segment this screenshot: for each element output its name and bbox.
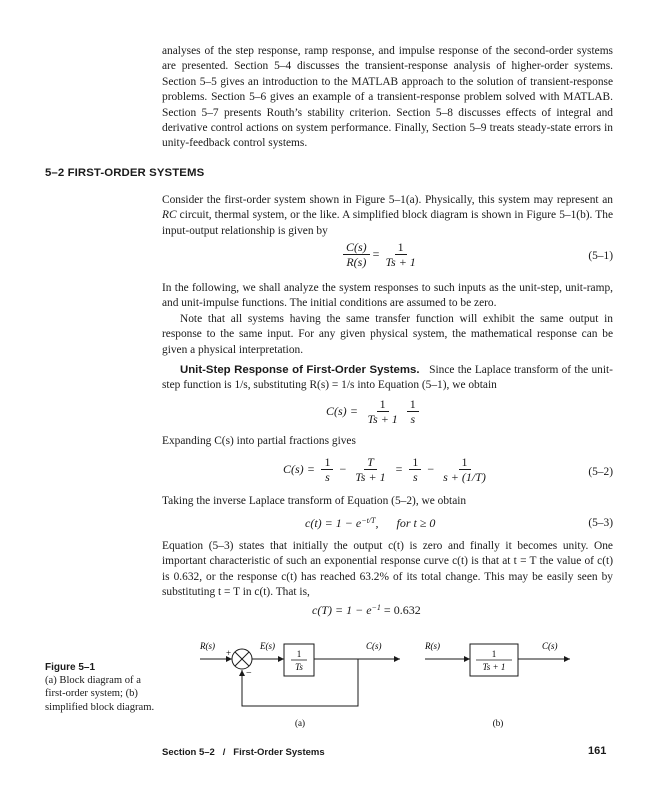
eq4-tail: = 0.632 — [380, 603, 421, 617]
eq2-c-num: 1 — [409, 455, 421, 470]
section-heading: 5–2 FIRST-ORDER SYSTEMS — [45, 167, 205, 179]
eq2-b-num: T — [364, 455, 377, 470]
paragraph-6 — [162, 494, 613, 509]
block-diagrams — [180, 636, 620, 736]
page-number: 161 — [588, 745, 607, 757]
diagram-b — [424, 641, 570, 728]
eq2-d-den: s + (1/T) — [443, 470, 486, 484]
para1-rc: RC — [162, 209, 177, 222]
diag-a-input-label: R(s) — [200, 641, 215, 651]
diag-a-error-label: E(s) — [260, 641, 275, 651]
figure-caption — [45, 661, 155, 714]
eq2-equals: = — [307, 462, 315, 476]
eq2-b-den: Ts + 1 — [355, 470, 386, 484]
para5: Expanding C(s) into partial fractions gives — [162, 435, 356, 447]
diag-b-output-label: C(s) — [542, 641, 558, 651]
paragraph-1 — [162, 193, 613, 239]
eq2-d-num: 1 — [459, 455, 471, 470]
eq2-c-den: s — [413, 470, 418, 484]
diag-a-label: (a) — [295, 718, 305, 728]
eq3-cond: , for t ≥ 0 — [375, 516, 436, 530]
eq4-text: c(T) = 1 − e — [312, 603, 372, 617]
diag-b-input-label: R(s) — [425, 641, 440, 651]
footer-section: Section 5–2 / First-Order Systems — [162, 747, 325, 758]
eqcs-f1-den: Ts + 1 — [367, 412, 398, 426]
eqcs-f2-num: 1 — [407, 397, 419, 412]
paragraph-5 — [162, 434, 613, 449]
diag-a-minus-sign: − — [246, 668, 252, 679]
para1-a: Consider the first-order system shown in Figure 5–1(a). Physically, this system may represent an — [162, 194, 613, 206]
diag-b-block-den: Ts + 1 — [482, 662, 506, 672]
diag-a-plus-sign: + — [226, 648, 232, 658]
eq2-lhs: C(s) — [283, 462, 304, 476]
eq2-a-den: s — [325, 470, 330, 484]
para2: In the following, we shall analyze the system responses to such inputs as the unit-step, unit-ramp, and unit-impulse functions. The initial conditions are assumed to be zero. — [162, 282, 613, 310]
para1-b: circuit, thermal system, or the like. A simplified block diagram is shown in Figure 5–1(b). The input-output relationship is given by — [162, 209, 613, 237]
diag-a-block-den: Ts — [295, 662, 303, 672]
eq2-equals2: = — [395, 462, 403, 476]
caption-text: (a) Block diagram of a first-order system; (b) simplified block diagram. — [45, 675, 155, 713]
diagram-a — [199, 641, 400, 728]
equation-ct — [312, 603, 421, 618]
para4: Since the Laplace transform of the unit-step function is 1/s, substituting R(s) = 1/s into Equation (5–1), we obtain — [162, 364, 613, 392]
subsection-heading: Unit-Step Response of First-Order Systems. — [180, 364, 420, 376]
paragraph-2-3 — [162, 281, 613, 358]
paragraph-4 — [162, 363, 613, 394]
caption-title: Figure 5–1 — [45, 662, 96, 673]
eq1-lhs-num: C(s) — [343, 240, 370, 255]
eq1-number: (5–1) — [588, 250, 613, 262]
eq1-rhs-num: 1 — [395, 240, 407, 255]
eqcs-f2-den: s — [410, 412, 416, 426]
paragraph-7 — [162, 539, 613, 601]
eq3-exp: −t/T — [361, 516, 376, 525]
equation-5-2 — [283, 455, 492, 484]
eq2-minus: − — [339, 462, 347, 476]
diag-b-label: (b) — [492, 718, 504, 728]
intro-text: analyses of the step response, ramp response, and impulse response of the second-order systems are presented. Section 5–4 discusses the transient-response analysis of higher-order systems. Section 5–5 gives an introduction to the MATLAB approach to the solution of transient-response problems. Section 5–6 gives an example of a transient-response problem solved with MATLAB. Section 5–7 presents Routh’s stability criterion. Section 5–8 discusses effects of integral and derivative control actions on system performance. Finally, Section 5–9 treats steady-state errors in unity-feedback control systems. — [162, 45, 613, 150]
eqcs-equals: = — [350, 404, 358, 418]
eq3-text: c(t) = 1 − e — [305, 516, 362, 530]
equation-5-1 — [340, 240, 422, 269]
intro-paragraph — [162, 44, 613, 152]
eqcs-f1-num: 1 — [377, 397, 389, 412]
eq2-minus2: − — [427, 462, 435, 476]
para7: Equation (5–3) states that initially the output c(t) is zero and finally it becomes unity. One important characteristic of such an exponential response curve c(t) is that at t = T the value of c(t) is 0.632, or the response c(t) has reached 63.2% of its total change. This may be easily seen by substituting t = T in c(t). That is, — [162, 540, 613, 599]
eq2-number: (5–2) — [588, 466, 613, 478]
equation-cs — [326, 397, 422, 426]
para3: Note that all systems having the same transfer function will exhibit the same output in response to the same input. For any given physical system, the mathematical response can be given a physical interpretation. — [162, 312, 613, 356]
diag-a-output-label: C(s) — [366, 641, 382, 651]
eq1-lhs-den: R(s) — [346, 255, 367, 269]
eq1-equals: = — [372, 247, 380, 261]
eq3-number: (5–3) — [588, 517, 613, 529]
eq2-a-num: 1 — [321, 455, 333, 470]
eq1-rhs-den: Ts + 1 — [385, 255, 416, 269]
equation-5-3 — [305, 516, 435, 531]
para6: Taking the inverse Laplace transform of Equation (5–2), we obtain — [162, 495, 467, 507]
diag-b-block-num: 1 — [491, 649, 497, 659]
eq4-exp: −1 — [371, 603, 381, 612]
eqcs-lhs: C(s) — [326, 404, 347, 418]
diag-a-block-num: 1 — [296, 649, 302, 659]
